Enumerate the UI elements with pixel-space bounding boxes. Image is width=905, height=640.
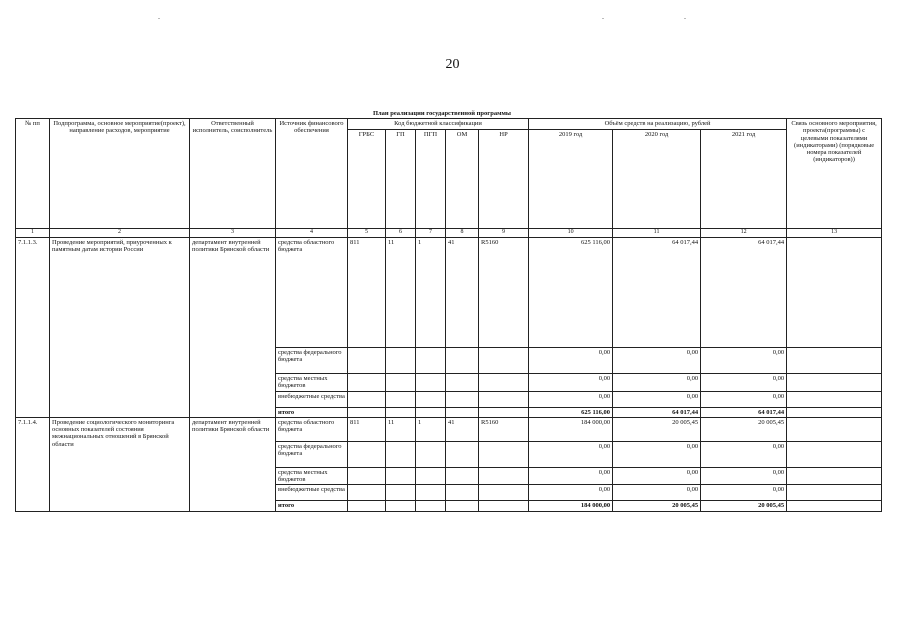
column-number: 10 <box>529 229 613 238</box>
amount-2020: 0,00 <box>613 391 701 407</box>
indicator-link-cell <box>787 501 882 511</box>
code-empty <box>348 407 386 417</box>
column-number: 5 <box>348 229 386 238</box>
amount-2019: 184 000,00 <box>529 417 613 441</box>
code-empty <box>479 374 529 392</box>
amount-2021: 64 017,44 <box>701 407 787 417</box>
header-subprogram: Подпрограмма, основное мероприятие(проект), направление расходов, мероприятие <box>50 119 190 229</box>
scan-speck <box>684 18 686 19</box>
code-empty <box>446 441 479 467</box>
item-responsible: департамент внутренней политики Брянской области <box>190 417 276 511</box>
amount-2021: 0,00 <box>701 485 787 501</box>
code-empty <box>348 348 386 374</box>
code-empty <box>386 407 416 417</box>
amount-2021: 0,00 <box>701 441 787 467</box>
item-number: 7.1.1.3. <box>16 238 50 418</box>
source-label: средства местных бюджетов <box>276 374 348 392</box>
column-number: 7 <box>416 229 446 238</box>
indicator-link-cell <box>787 417 882 441</box>
code-empty <box>386 441 416 467</box>
code-empty <box>479 441 529 467</box>
code-grbs: 811 <box>348 417 386 441</box>
amount-2019: 0,00 <box>529 485 613 501</box>
amount-2020: 0,00 <box>613 441 701 467</box>
amount-2020: 64 017,44 <box>613 407 701 417</box>
code-empty <box>446 407 479 417</box>
column-number: 9 <box>479 229 529 238</box>
amount-2020: 20 005,45 <box>613 417 701 441</box>
amount-2019: 0,00 <box>529 441 613 467</box>
code-gp: 11 <box>386 238 416 348</box>
header-amounts-group: Объём средств на реализацию, рублей <box>529 119 787 130</box>
code-empty <box>416 391 446 407</box>
code-empty <box>416 407 446 417</box>
code-empty <box>479 467 529 485</box>
code-empty <box>348 374 386 392</box>
column-number: 2 <box>50 229 190 238</box>
code-empty <box>416 441 446 467</box>
amount-2019: 0,00 <box>529 374 613 392</box>
code-empty <box>446 348 479 374</box>
indicator-link-cell <box>787 374 882 392</box>
code-empty <box>446 467 479 485</box>
amount-2019: 184 000,00 <box>529 501 613 511</box>
header-grbs: ГРБС <box>348 130 386 229</box>
source-label: внебюджетные средства <box>276 485 348 501</box>
code-pgp: 1 <box>416 238 446 348</box>
column-number: 12 <box>701 229 787 238</box>
amount-2019: 0,00 <box>529 467 613 485</box>
column-number: 1 <box>16 229 50 238</box>
amount-2019: 0,00 <box>529 348 613 374</box>
code-gp: 11 <box>386 417 416 441</box>
scan-speck <box>602 18 604 19</box>
header-source: Источник финансового обеспечения <box>276 119 348 229</box>
source-label: итого <box>276 501 348 511</box>
code-empty <box>348 485 386 501</box>
code-empty <box>348 501 386 511</box>
source-label: средства федерального бюджета <box>276 348 348 374</box>
code-empty <box>446 485 479 501</box>
column-number: 8 <box>446 229 479 238</box>
code-empty <box>446 374 479 392</box>
column-number: 4 <box>276 229 348 238</box>
code-grbs: 811 <box>348 238 386 348</box>
code-empty <box>416 485 446 501</box>
code-om: 41 <box>446 417 479 441</box>
amount-2020: 64 017,44 <box>613 238 701 348</box>
source-label: средства областного бюджета <box>276 238 348 348</box>
indicator-link-cell <box>787 485 882 501</box>
code-empty <box>348 391 386 407</box>
column-number: 11 <box>613 229 701 238</box>
code-empty <box>348 467 386 485</box>
header-budget-code-group: Код бюджетной классификации <box>348 119 529 130</box>
header-gp: ГП <box>386 130 416 229</box>
amount-2019: 625 116,00 <box>529 407 613 417</box>
code-np: R5160 <box>479 238 529 348</box>
header-om: ОМ <box>446 130 479 229</box>
code-om: 41 <box>446 238 479 348</box>
column-number-row <box>16 229 882 238</box>
header-2021: 2021 год <box>701 130 787 229</box>
amount-2021: 20 005,45 <box>701 501 787 511</box>
source-label: внебюджетные средства <box>276 391 348 407</box>
indicator-link-cell <box>787 467 882 485</box>
column-number: 3 <box>190 229 276 238</box>
code-empty <box>479 391 529 407</box>
column-number: 13 <box>787 229 882 238</box>
item-number: 7.1.1.4. <box>16 417 50 511</box>
scan-speck <box>158 18 160 19</box>
code-empty <box>386 374 416 392</box>
source-label: средства областного бюджета <box>276 417 348 441</box>
amount-2021: 0,00 <box>701 467 787 485</box>
source-label: средства федерального бюджета <box>276 441 348 467</box>
code-empty <box>479 485 529 501</box>
amount-2020: 0,00 <box>613 485 701 501</box>
header-no: № пп <box>16 119 50 229</box>
code-empty <box>416 374 446 392</box>
source-row <box>16 238 882 348</box>
header-np: НР <box>479 130 529 229</box>
code-empty <box>416 501 446 511</box>
indicator-link-cell <box>787 238 882 348</box>
item-name: Проведение социологического мониторинга основных показателей состояния межнациональных отношений в Брянской области <box>50 417 190 511</box>
header-indicator-link: Связь основного мероприятия, проекта(программы) с целевыми показателями (индикаторами) (порядковые номера показателей (индикаторов)) <box>787 119 882 229</box>
amount-2021: 0,00 <box>701 374 787 392</box>
indicator-link-cell <box>787 441 882 467</box>
code-empty <box>479 407 529 417</box>
amount-2020: 20 005,45 <box>613 501 701 511</box>
code-empty <box>479 501 529 511</box>
code-empty <box>386 501 416 511</box>
indicator-link-cell <box>787 407 882 417</box>
code-empty <box>386 348 416 374</box>
source-row <box>16 417 882 441</box>
source-label: итого <box>276 407 348 417</box>
header-pgp: ПГП <box>416 130 446 229</box>
source-label: средства местных бюджетов <box>276 467 348 485</box>
plan-title: План реализации государственной программы <box>372 110 512 117</box>
amount-2019: 0,00 <box>529 391 613 407</box>
amount-2020: 0,00 <box>613 467 701 485</box>
amount-2019: 625 116,00 <box>529 238 613 348</box>
column-number: 6 <box>386 229 416 238</box>
header-responsible: Ответственный исполнитель, соисполнитель <box>190 119 276 229</box>
amount-2021: 0,00 <box>701 348 787 374</box>
code-empty <box>386 391 416 407</box>
amount-2021: 20 005,45 <box>701 417 787 441</box>
code-np: R5160 <box>479 417 529 441</box>
indicator-link-cell <box>787 348 882 374</box>
header-2019: 2019 год <box>529 130 613 229</box>
code-empty <box>479 348 529 374</box>
code-empty <box>416 467 446 485</box>
item-name: Проведение мероприятий, приуроченных к памятным датам истории России <box>50 238 190 418</box>
program-plan-table <box>15 118 882 512</box>
code-empty <box>386 485 416 501</box>
code-empty <box>446 501 479 511</box>
indicator-link-cell <box>787 391 882 407</box>
amount-2020: 0,00 <box>613 348 701 374</box>
page-number: 20 <box>445 57 460 72</box>
code-empty <box>446 391 479 407</box>
amount-2021: 0,00 <box>701 391 787 407</box>
amount-2021: 64 017,44 <box>701 238 787 348</box>
item-responsible: департамент внутренней политики Брянской области <box>190 238 276 418</box>
header-2020: 2020 год <box>613 130 701 229</box>
code-empty <box>348 441 386 467</box>
amount-2020: 0,00 <box>613 374 701 392</box>
code-pgp: 1 <box>416 417 446 441</box>
code-empty <box>386 467 416 485</box>
code-empty <box>416 348 446 374</box>
